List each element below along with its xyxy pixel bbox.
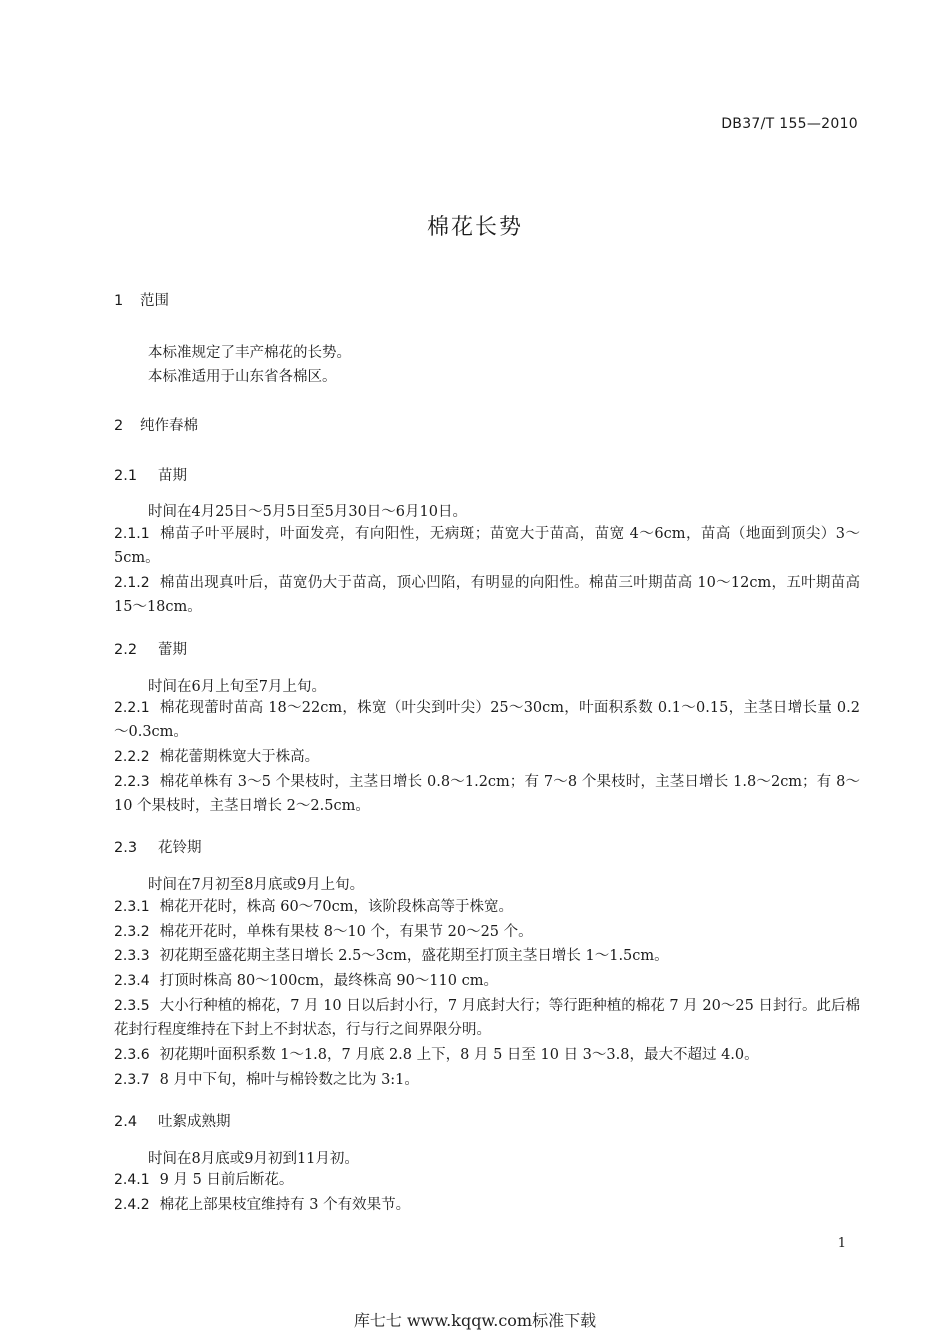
clause-2-2-3: [114, 770, 860, 818]
clause-number: 2.3.3: [114, 948, 150, 964]
section-number: 2.2: [114, 642, 138, 658]
clause-number: 2.2.2: [114, 749, 150, 765]
clause-number: 2.2.1: [114, 700, 150, 716]
clause-2-3-4: [114, 969, 860, 993]
clause-text: 棉苗出现真叶后，苗宽仍大于苗高，顶心凹陷，有明显的向阳性。棉苗三叶期苗高 10～12cm，五叶期苗高 15～18cm。: [114, 575, 860, 615]
clause-text: 棉花开花时，单株有果枝 8～10 个，有果节 20～25 个。: [159, 924, 533, 940]
clause-2-4-2: [114, 1193, 860, 1217]
period-intro: 时间在4月25日～5月5日至5月30日～6月10日。: [148, 504, 467, 520]
section-number: 2.1: [114, 468, 138, 484]
period-intro: 时间在8月底或9月初到11月初。: [148, 1151, 359, 1167]
section-title: 花铃期: [158, 840, 202, 856]
clause-2-2-2: [114, 745, 860, 769]
section-heading-2-2: [114, 638, 187, 659]
section-heading-1: [114, 289, 169, 310]
clause-2-3-5: [114, 994, 860, 1042]
paragraph: 本标准规定了丰产棉花的长势。: [148, 345, 351, 361]
clause-number: 2.4.1: [114, 1172, 150, 1188]
section-title: 范围: [140, 293, 169, 309]
clause-2-1-1: [114, 522, 860, 570]
clause-2-4-1: [114, 1168, 860, 1192]
clause-text: 9 月 5 日前后断花。: [159, 1172, 294, 1188]
clause-text: 棉花开花时，株高 60～70cm，该阶段株高等于株宽。: [159, 899, 514, 915]
section-number: 2.4: [114, 1114, 138, 1130]
section-title: 蕾期: [158, 642, 187, 658]
clause-text: 初花期至盛花期主茎日增长 2.5～3cm，盛花期至打顶主茎日增长 1～1.5cm。: [159, 948, 669, 964]
document-title: 棉花长势: [426, 215, 523, 240]
section-number: 1: [114, 293, 124, 309]
clause-text: 棉花现蕾时苗高 18～22cm，株宽（叶尖到叶尖）25～30cm，叶面积系数 0.1～0.15，主茎日增长量 0.2～0.3cm。: [114, 700, 860, 740]
section-heading-2: [114, 414, 198, 435]
clause-text: 棉苗子叶平展时，叶面发亮，有向阳性，无病斑；苗宽大于苗高，苗宽 4～6cm，苗高（地面到顶尖）3～5cm。: [114, 526, 860, 566]
clause-text: 打顶时株高 80～100cm，最终株高 90～110 cm。: [159, 973, 498, 989]
clause-2-3-6: [114, 1043, 860, 1067]
clause-text: 大小行种植的棉花，7 月 10 日以后封小行，7 月底封大行；等行距种植的棉花 7 月 20～25 日封行。此后棉花封行程度维持在下封上不封状态，行与行之间界限分明。: [114, 998, 860, 1038]
clause-number: 2.3.7: [114, 1072, 150, 1088]
period-intro: 时间在6月上旬至7月上旬。: [148, 679, 326, 695]
clause-number: 2.3.2: [114, 924, 150, 940]
clause-text: 初花期叶面积系数 1～1.8，7 月底 2.8 上下，8 月 5 日至 10 日 3～3.8，最大不超过 4.0。: [159, 1047, 759, 1063]
period-intro: 时间在7月初至8月底或9月上旬。: [148, 877, 365, 893]
paragraph: 本标准适用于山东省各棉区。: [148, 369, 337, 385]
clause-number: 2.4.2: [114, 1197, 150, 1213]
section-title: 苗期: [158, 468, 187, 484]
footer-watermark: 库七七 www.kqqw.com标准下载: [353, 1311, 597, 1330]
clause-number: 2.1.1: [114, 526, 150, 542]
clause-number: 2.3.6: [114, 1047, 150, 1063]
clause-2-3-3: [114, 944, 860, 968]
clause-text: 棉花上部果枝宜维持有 3 个有效果节。: [159, 1197, 411, 1213]
clause-text: 棉花单株有 3～5 个果枝时，主茎日增长 0.8～1.2cm；有 7～8 个果枝时，主茎日增长 1.8～2cm；有 8～10 个果枝时，主茎日增长 2～2.5cm。: [114, 774, 860, 814]
section-title: 吐絮成熟期: [158, 1114, 231, 1130]
clause-2-3-1: [114, 895, 860, 919]
clause-2-1-2: [114, 571, 860, 619]
clause-number: 2.3.4: [114, 973, 150, 989]
clause-2-2-1: [114, 696, 860, 744]
section-number: 2: [114, 418, 124, 434]
page-number: 1: [837, 1236, 846, 1251]
clause-text: 棉花蕾期株宽大于株高。: [159, 749, 320, 765]
clause-text: 8 月中下旬，棉叶与棉铃数之比为 3:1。: [159, 1072, 419, 1088]
clause-2-3-2: [114, 920, 860, 944]
section-heading-2-3: [114, 836, 202, 857]
section-heading-2-4: [114, 1110, 231, 1131]
section-number: 2.3: [114, 840, 138, 856]
clause-number: 2.2.3: [114, 774, 150, 790]
clause-number: 2.3.1: [114, 899, 150, 915]
clause-number: 2.1.2: [114, 575, 150, 591]
section-heading-2-1: [114, 464, 187, 485]
section-title: 纯作春棉: [140, 418, 198, 434]
clause-2-3-7: [114, 1068, 860, 1092]
standard-code: DB37/T 155—2010: [721, 116, 858, 132]
clause-number: 2.3.5: [114, 998, 150, 1014]
